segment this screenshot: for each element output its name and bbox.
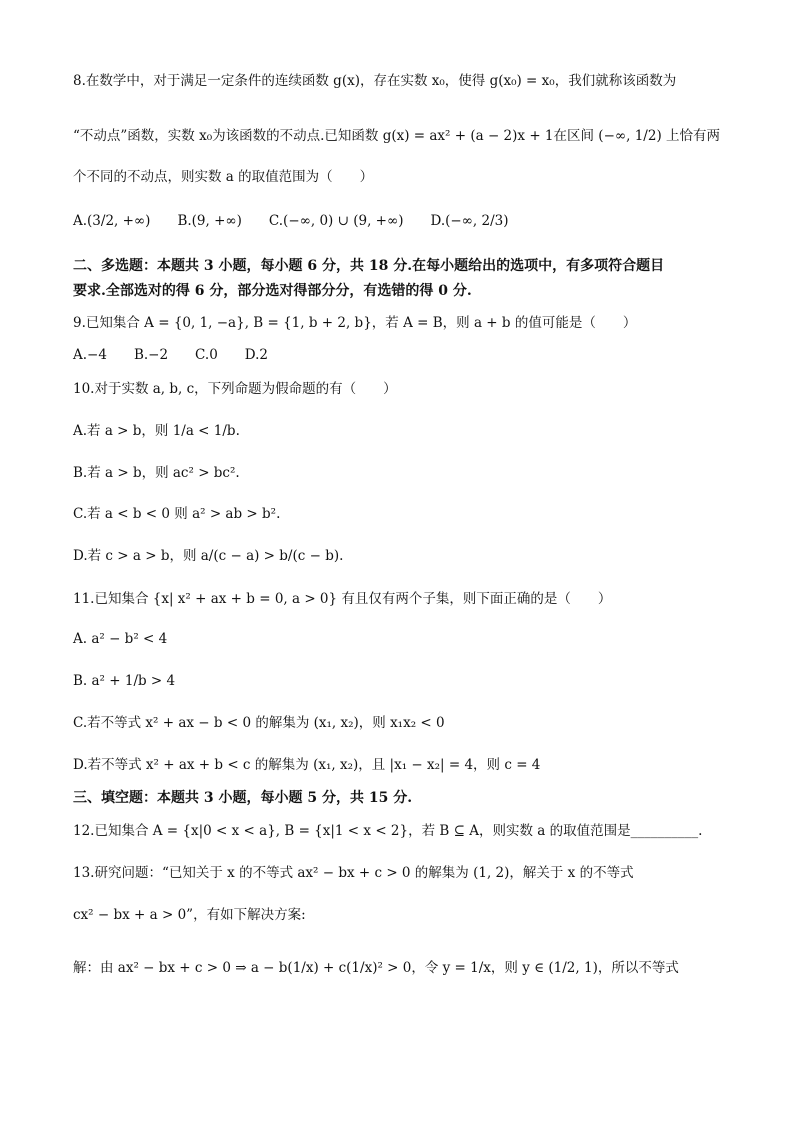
q9-options: A.−4 B.−2 C.0 D.2	[73, 347, 269, 363]
q8-line-3: 个不同的不动点，则实数 a 的取值范围为（ ）	[73, 169, 374, 185]
q10-stem: 10.对于实数 a, b, c，下列命题为假命题的有（ ）	[73, 381, 397, 397]
q8-line-2: “不动点”函数，实数 x₀为该函数的不动点.已知函数 g(x) = ax² + (a − 2)x + 1在区间 (−∞, 1/2) 上恰有两	[73, 128, 720, 144]
q12-stem: 12.已知集合 A = {x|0 < x < a}, B = {x|1 < x < 2}，若 B ⊆ A，则实数 a 的取值范围是__________.	[73, 823, 703, 839]
q8-options: A.(3/2, +∞) B.(9, +∞) C.(−∞, 0) ∪ (9, +∞) D.(−∞, 2/3)	[73, 213, 509, 229]
q11-option-d: D.若不等式 x² + ax + b < c 的解集为 (x₁, x₂)，且 |x₁ − x₂| = 4，则 c = 4	[73, 757, 541, 773]
q11-option-a: A. a² − b² < 4	[73, 631, 168, 647]
q9-stem: 9.已知集合 A = {0, 1, −a}, B = {1, b + 2, b}，若 A = B，则 a + b 的值可能是（ ）	[73, 315, 637, 331]
q11-option-b: B. a² + 1/b > 4	[73, 673, 176, 689]
q10-option-a: A.若 a > b，则 1/a < 1/b.	[73, 423, 240, 439]
q8-line-1: 8.在数学中，对于满足一定条件的连续函数 g(x)，存在实数 x₀，使得 g(x₀) = x₀，我们就称该函数为	[73, 73, 677, 89]
q13-solution: 解：由 ax² − bx + c > 0 ⇒ a − b(1/x) + c(1/x)² > 0，令 y = 1/x，则 y ∈ (1/2, 1)，所以不等式	[73, 960, 679, 976]
q10-option-d: D.若 c > a > b，则 a/(c − a) > b/(c − b).	[73, 548, 344, 564]
q11-option-c: C.若不等式 x² + ax − b < 0 的解集为 (x₁, x₂)，则 x₁x₂ < 0	[73, 715, 445, 731]
section-3-header: 三、填空题：本题共 3 小题，每小题 5 分，共 15 分.	[73, 790, 413, 806]
q10-option-b: B.若 a > b，则 ac² > bc².	[73, 465, 240, 481]
q13-line-2: cx² − bx + a > 0”，有如下解决方案:	[73, 907, 306, 923]
q13-line-1: 13.研究问题：“已知关于 x 的不等式 ax² − bx + c > 0 的解集为 (1, 2)，解关于 x 的不等式	[73, 865, 634, 881]
q10-option-c: C.若 a < b < 0 则 a² > ab > b².	[73, 506, 281, 522]
q11-stem: 11.已知集合 {x| x² + ax + b = 0, a > 0} 有且仅有两个子集，则下面正确的是（ ）	[73, 591, 612, 607]
section-2-header-2: 要求.全部选对的得 6 分，部分选对得部分分，有选错的得 0 分.	[73, 283, 472, 299]
section-2-header-1: 二、多选题：本题共 3 小题，每小题 6 分，共 18 分.在每小题给出的选项中，有多项符合题目	[73, 258, 665, 274]
